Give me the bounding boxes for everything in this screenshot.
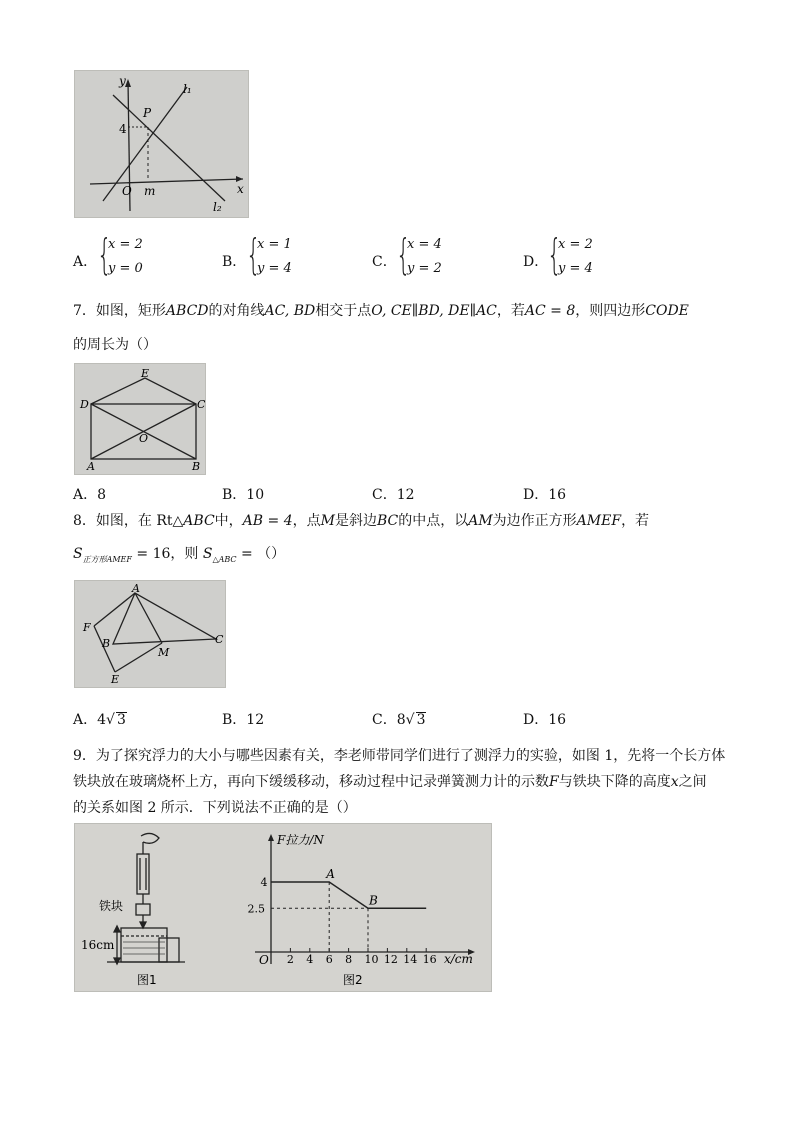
x-tick-label: 12 xyxy=(383,953,398,966)
q9-stem-line1: 9．为了探究浮力的大小与哪些因素有关，李老师带同学们进行了测浮力的实验，如图 1，先将一个长方体 xyxy=(73,748,726,764)
q6-option-c-y: y = 2 xyxy=(407,261,442,276)
x-tick-label: 8 xyxy=(345,953,353,966)
vertex-a-label: A xyxy=(132,582,140,595)
x-tick-label: 10 xyxy=(364,953,379,966)
q6-option-c-letter: C． xyxy=(372,254,397,270)
q9-stem-line2: 铁块放在玻璃烧杯上方，再向下缓缓移动，移动过程中记录弹簧测力计的示数F与铁块下降的高度x之间 xyxy=(73,774,707,790)
vertex-e-label: E xyxy=(141,367,150,380)
q6-option-d-y: y = 4 xyxy=(558,261,593,276)
y-axis-arrow xyxy=(268,834,274,841)
series-line xyxy=(271,882,426,908)
vertex-e-label: E xyxy=(111,673,120,686)
y-tick-label: 4 xyxy=(260,876,268,889)
q6-option-a-brace: { xyxy=(97,230,112,279)
q6-figure xyxy=(74,70,249,218)
q6-option-d-letter: D． xyxy=(523,254,549,270)
x-tick-label: 4 xyxy=(306,953,314,966)
fig2-ylabel: F拉力/N xyxy=(277,833,324,847)
q7-figure xyxy=(74,363,206,475)
fig2-xlabel: x/cm xyxy=(444,952,473,966)
l2-label: l₂ xyxy=(213,200,222,214)
vertex-o-label: O xyxy=(139,432,149,445)
q9-figure xyxy=(74,823,492,992)
q6-option-d-x: x = 2 xyxy=(558,237,593,252)
q6-option-c-x: x = 4 xyxy=(407,237,442,252)
x-tick-label: 14 xyxy=(403,953,418,966)
q6-option-b-letter: B． xyxy=(222,254,247,270)
m-label: m xyxy=(144,184,156,198)
point-p-label: P xyxy=(143,106,152,120)
q6-option-b-x: x = 1 xyxy=(257,237,292,252)
q6-option-a-x: x = 2 xyxy=(108,237,143,252)
q6-option-b-brace: { xyxy=(246,230,261,279)
q7-option-d: D．16 xyxy=(523,487,567,503)
point-b-label: B xyxy=(369,893,378,908)
fig1-caption: 图1 xyxy=(137,973,157,987)
tick-4-label: 4 xyxy=(119,122,127,136)
q7-stem-line2: 的周长为（） xyxy=(73,337,157,353)
vertex-c-label: C xyxy=(197,398,205,411)
vertex-d-label: D xyxy=(80,398,89,411)
q7-stem-line1: 7．如图，矩形ABCD的对角线AC, BD相交于点O, CE∥BD, DE∥AC，若AC = 8，则四边形CODE xyxy=(73,303,689,319)
fig2-chart xyxy=(255,834,475,964)
origin-label: O xyxy=(122,184,132,198)
vertex-c-label: C xyxy=(215,633,224,646)
q8-option-c: C．8√ 3 xyxy=(372,712,426,728)
q8-option-a: A．4√ 3 xyxy=(73,712,126,728)
q7-option-c: C．12 xyxy=(372,487,415,503)
q8-option-b: B．12 xyxy=(222,712,265,728)
q6-option-c-brace: { xyxy=(396,230,411,279)
x-tick-label: 6 xyxy=(325,953,333,966)
q6-option-b-y: y = 4 xyxy=(257,261,292,276)
q8-figure xyxy=(74,580,226,688)
q6-option-a-letter: A． xyxy=(73,254,98,270)
x-axis-label: x xyxy=(237,182,244,196)
q7-option-a: A．8 xyxy=(73,487,107,503)
fig1-block-label: 铁块 xyxy=(99,899,124,913)
q6-option-a-y: y = 0 xyxy=(108,261,143,276)
q8-stem-line2: $S_{正方形AMEF} = 16$，则 $S_{\triangle ABC}$ = （） xyxy=(73,546,286,564)
y-tick-label: 2.5 xyxy=(247,902,265,916)
point-a-label: A xyxy=(326,867,335,881)
vertex-b-label: B xyxy=(192,460,201,473)
q7-option-b: B．10 xyxy=(222,487,265,503)
x-tick-label: 2 xyxy=(286,953,294,966)
vertex-f-label: F xyxy=(83,621,91,634)
vertex-b-label: B xyxy=(102,637,111,650)
fig1-height-label: 16cm xyxy=(81,938,115,952)
vertex-m-label: M xyxy=(158,646,170,659)
fig2-caption: 图2 xyxy=(343,973,363,987)
q8-option-d: D．16 xyxy=(523,712,567,728)
fig2-origin: O xyxy=(259,953,269,967)
vertex-a-label: A xyxy=(87,460,95,473)
l1-label: l₁ xyxy=(183,82,192,96)
q8-stem-line1: 8．如图，在 Rt△ABC中，AB = 4，点M是斜边BC的中点，以AM为边作正方形AMEF，若 xyxy=(73,513,650,529)
q6-option-d-brace: { xyxy=(547,230,562,279)
y-axis-label: y xyxy=(119,74,126,88)
q9-stem-line3: 的关系如图 2 所示．下列说法不正确的是（） xyxy=(73,800,357,816)
x-tick-label: 16 xyxy=(422,953,437,966)
